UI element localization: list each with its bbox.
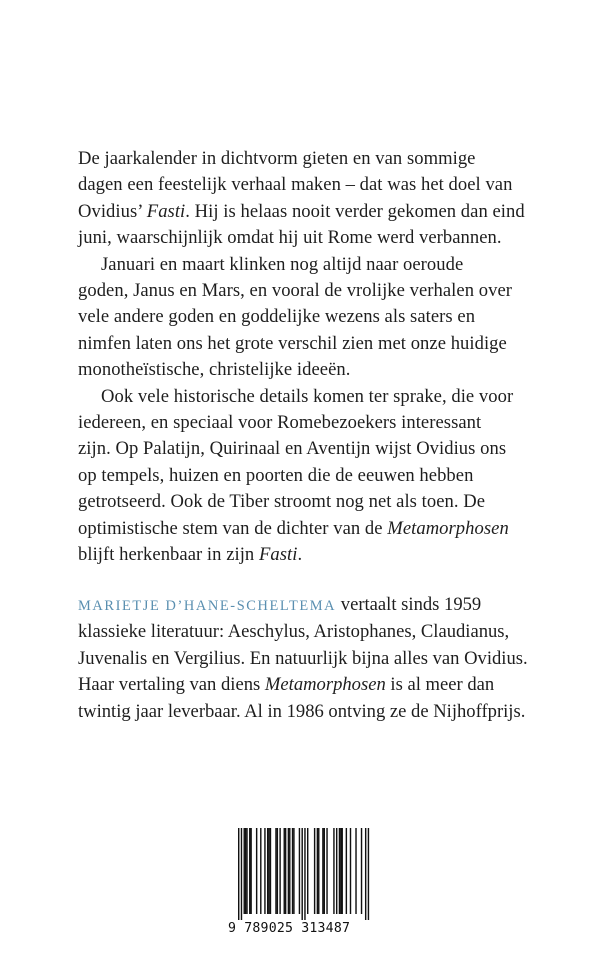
barcode-bar xyxy=(339,828,340,914)
blurb-line: Ook vele historische details komen ter sprake, die voor xyxy=(101,385,514,407)
text-run: is al meer dan xyxy=(385,674,495,696)
blurb-line: op tempels, huizen en poorten die de eeuwen hebben xyxy=(78,464,474,486)
bio-line: klassieke literatuur: Aeschylus, Aristophanes, Claudianus, xyxy=(78,621,510,643)
barcode-bar xyxy=(279,828,280,914)
barcode-bar xyxy=(301,828,302,920)
blurb-line: zijn. Op Palatijn, Quirinaal en Aventijn wijst Ovidius ons xyxy=(78,438,507,460)
text-run: vertaalt sinds 1959 xyxy=(336,594,482,615)
barcode-bar xyxy=(326,828,327,914)
barcode-bar xyxy=(245,828,246,914)
barcode-bar xyxy=(346,828,347,914)
barcode-bar xyxy=(333,828,334,914)
text-run: . Hij is helaas nooit verder gekomen dan eind xyxy=(185,200,525,222)
barcode-bar xyxy=(307,828,308,914)
barcode-bar xyxy=(361,828,362,914)
barcode-bar xyxy=(246,828,247,914)
bio-line: twintig jaar leverbaar. Al in 1986 ontving ze de Nijhoffprijs. xyxy=(78,700,526,722)
blurb-line: nimfen laten ons het grote verschil zien met onze huidige xyxy=(78,332,507,354)
barcode-bar xyxy=(318,828,319,914)
text-run: optimistische stem van de dichter van de xyxy=(78,517,388,539)
text-run: . xyxy=(297,544,303,566)
isbn-barcode xyxy=(228,828,375,938)
barcode-bar xyxy=(256,828,257,914)
blurb-line: goden, Janus en Mars, en vooral de vrolijke verhalen over xyxy=(78,280,512,302)
barcode-bar xyxy=(355,828,356,914)
blurb-line: juni, waarschijnlijk omdat hij uit Rome werd verbannen. xyxy=(78,227,502,249)
barcode-bar xyxy=(350,828,351,914)
barcode-bar xyxy=(322,828,323,914)
barcode-bar xyxy=(289,828,290,914)
barcode-bar xyxy=(238,828,239,920)
blurb-line: iedereen, en speciaal voor Romebezoekers interessant xyxy=(78,412,482,434)
translator-bio xyxy=(78,592,558,725)
barcode-bar xyxy=(264,828,265,914)
barcode-bar xyxy=(268,828,269,914)
text-run: blijft herkenbaar in zijn xyxy=(78,544,259,566)
blurb-line xyxy=(78,516,548,542)
barcode-bar xyxy=(317,828,318,914)
barcode-bar xyxy=(275,828,276,914)
barcode-bar xyxy=(249,828,250,914)
barcode-bar xyxy=(241,828,242,920)
blurb-line: vele andere goden en goddelijke wezens als saters en xyxy=(78,306,476,328)
barcode-bar xyxy=(365,828,366,920)
barcode-bar xyxy=(368,828,369,920)
book-title-fasti: Fasti xyxy=(258,544,298,566)
barcode-bar xyxy=(270,828,271,914)
text-run: Ovidius’ xyxy=(78,200,147,222)
barcode-bar xyxy=(304,828,305,920)
barcode-bar xyxy=(277,828,278,914)
barcode-bar xyxy=(340,828,341,914)
barcode-bar xyxy=(299,828,300,914)
blurb-line: monotheïstische, christelijke ideeën. xyxy=(78,359,351,381)
bio-line xyxy=(78,672,558,698)
barcode-bar xyxy=(342,828,343,914)
barcode-bar xyxy=(250,828,251,914)
blurb-line: dagen een feestelijk verhaal maken – dat was het doel van xyxy=(78,174,513,196)
text-run: Haar vertaling van diens xyxy=(78,674,265,696)
isbn-number: 9 789025 313487 xyxy=(228,921,351,936)
barcode-bar xyxy=(288,828,289,914)
blurb-line: Januari en maart klinken nog altijd naar oeroude xyxy=(101,253,464,275)
blurb-line xyxy=(78,199,548,225)
barcode-bar xyxy=(292,828,293,914)
barcode-bars xyxy=(228,828,375,920)
blurb-line: De jaarkalender in dichtvorm gieten en van sommige xyxy=(78,148,476,169)
barcode-bar xyxy=(284,828,285,914)
barcode-bar xyxy=(336,828,337,914)
barcode-bar xyxy=(285,828,286,914)
blurb-line xyxy=(78,542,548,568)
barcode-bar xyxy=(267,828,268,914)
barcode-bar xyxy=(293,828,294,914)
book-title-metamorphosen: Metamorphosen xyxy=(264,674,386,696)
barcode-bar xyxy=(324,828,325,914)
blurb xyxy=(78,146,548,569)
book-title-fasti: Fasti xyxy=(146,200,186,222)
blurb-line: getrotseerd. Ook de Tiber stroomt nog net als toen. De xyxy=(78,491,486,513)
barcode-bar xyxy=(260,828,261,914)
bio-line: Juvenalis en Vergilius. En natuurlijk bijna alles van Ovidius. xyxy=(78,647,528,669)
bio-line xyxy=(78,592,558,619)
barcode-bar xyxy=(244,828,245,914)
translator-name: MARIETJE D’HANE-SCHELTEMA xyxy=(78,598,337,614)
barcode-bar xyxy=(314,828,315,914)
book-title-metamorphosen: Metamorphosen xyxy=(387,517,509,539)
